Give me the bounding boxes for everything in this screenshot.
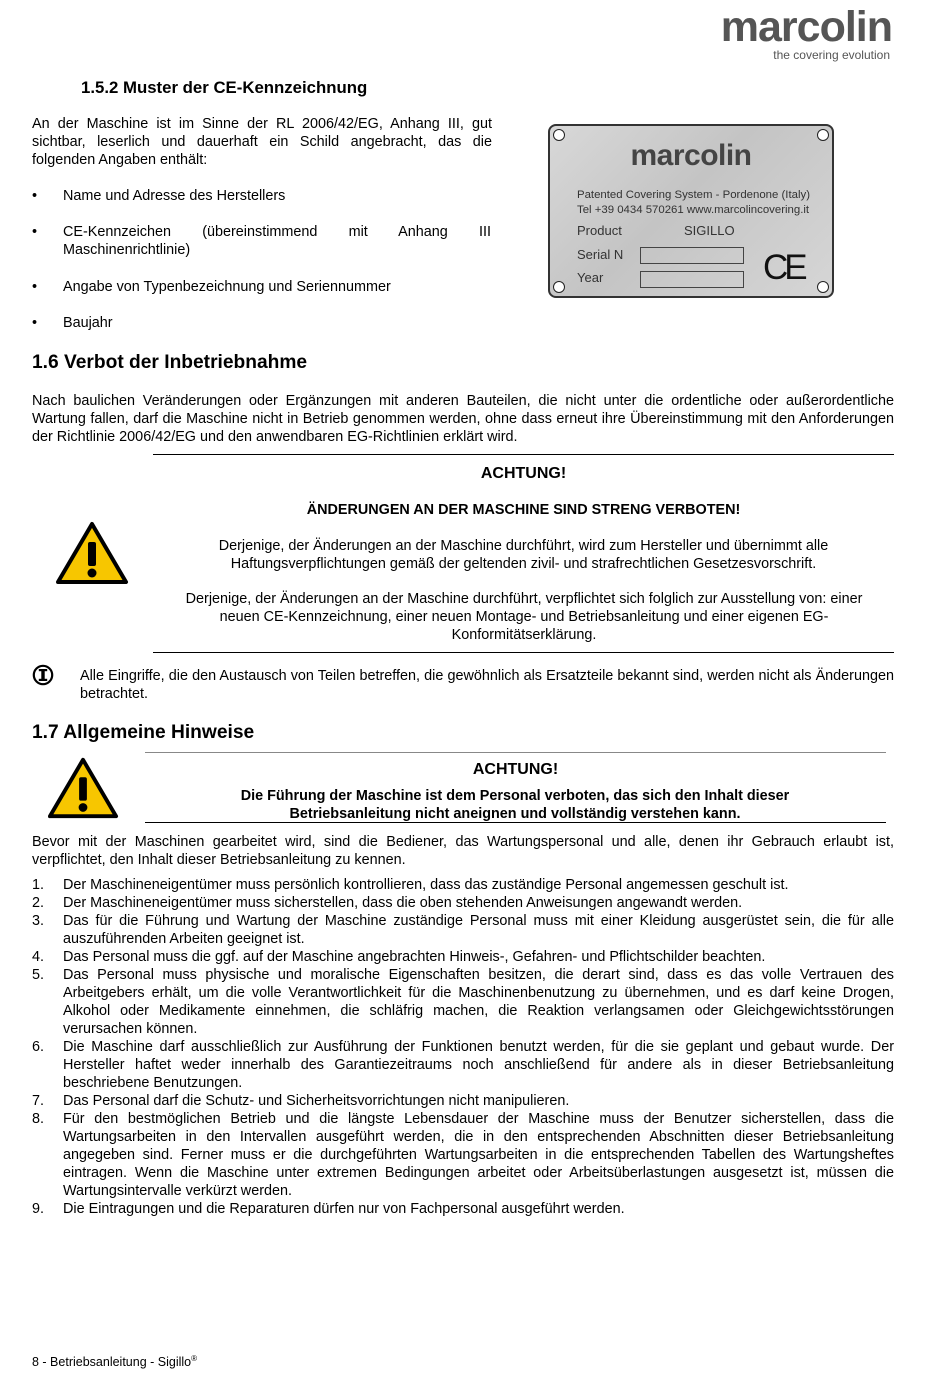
- plate-line-1: Patented Covering System - Pordenone (Italy): [577, 189, 810, 201]
- list-number: 8.: [32, 1111, 45, 1127]
- bullet-icon: •: [32, 315, 38, 331]
- list-number: 5.: [32, 967, 45, 983]
- divider: [153, 454, 894, 455]
- list-item: [32, 876, 894, 894]
- warning-text: Die Führung der Maschine ist dem Personal verboten, das sich den Inhalt dieser Betriebsanleitung nicht aneignen und vollständig verstehen kann.: [240, 788, 790, 822]
- section-152-heading: 1.5.2 Muster der CE-Kennzeichnung: [81, 78, 368, 97]
- bullet-text: CE-Kennzeichen (übereinstimmend mit Anhang III Maschinenrichtlinie): [63, 224, 491, 258]
- warning-triangle-icon: [47, 756, 119, 820]
- footer-superscript: ®: [191, 1354, 198, 1363]
- ce-plate-image: [548, 124, 834, 298]
- list-number: 2.: [32, 895, 45, 911]
- warning-text-1: Derjenige, der Änderungen an der Maschine durchführt, wird zum Hersteller und übernimmt alle Haftungsverpflichtungen gemäß der geltenden zivil- und strafrechtlichen Gesetzesvorschrift.: [218, 538, 829, 572]
- list-text: Das für die Führung und Wartung der Maschine zuständige Personal muss mit einer Kleidung ausgerüstet sein, die für alle auszuführenden Arbeiten geeignet ist.: [63, 913, 894, 947]
- bullet-icon: •: [32, 279, 38, 295]
- list-text: Das Personal darf die Schutz- und Sicherheitsvorrichtungen nicht manipulieren.: [63, 1093, 570, 1109]
- list-item: [32, 1110, 894, 1200]
- list-number: 9.: [32, 1201, 45, 1217]
- section-16-paragraph: Nach baulichen Veränderungen oder Ergänzungen mit anderen Bauteilen, die nicht unter die ordentliche oder außerordentliche Wartung fallen, darf die Maschine nicht in Betrieb genommen werden, ohne dass erneut ihre Übereinstimmung mit den Anforderungen der Richtlinie 2006/42/EG und den anwendbaren EG-Richtlinien erklärt wird.: [32, 393, 894, 445]
- divider: [153, 652, 894, 653]
- section-16-heading: 1.6 Verbot der Inbetriebnahme: [32, 352, 308, 373]
- list-text: Der Maschineneigentümer muss sicherstellen, dass die oben stehenden Anweisungen angewandt werden.: [63, 895, 743, 911]
- logo-tagline: the covering evolution: [773, 48, 890, 62]
- rules-list: [32, 876, 894, 1218]
- list-item: [32, 1038, 894, 1092]
- section-152-intro: An der Maschine ist im Sinne der RL 2006/42/EG, Anhang III, gut sichtbar, leserlich und dauerhaft ein Schild angebracht, das die folgenden Angaben enthält:: [32, 116, 492, 168]
- warning-text-2: Derjenige, der Änderungen an der Maschine durchführt, verpflichtet sich folglich zur Ausstellung von: einer neuen CE-Kennzeichnung, einer neuen Montage- und Betriebsanleitung und einer eigenen EG-Konformitätserklärung.: [185, 591, 863, 643]
- warning-subtitle: ÄNDERUNGEN AN DER MASCHINE SIND STRENG VERBOTEN!: [306, 502, 741, 518]
- screw-hole-icon: [553, 281, 565, 293]
- section-17-intro: Bevor mit der Maschinen gearbeitet wird, sind die Bediener, das Wartungspersonal und alle, denen ihr Gebrauch erlaubt ist, verpflichtet, den Inhalt dieser Betriebsanleitung zu kennen.: [32, 834, 894, 868]
- divider: [145, 822, 886, 823]
- plate-year-label: Year: [577, 270, 604, 285]
- ce-mark-icon: CE: [763, 248, 804, 287]
- list-number: 1.: [32, 877, 45, 893]
- plate-brand: marcolin: [630, 139, 752, 172]
- list-item: [32, 894, 894, 912]
- list-text: Das Personal muss die ggf. auf der Maschine angebrachten Hinweis-, Gefahren- und Pflichtschilder beachten.: [63, 949, 766, 965]
- list-item: [32, 966, 894, 1038]
- list-text: Der Maschineneigentümer muss persönlich kontrollieren, dass das zuständige Personal angemessen geschult ist.: [63, 877, 789, 893]
- list-item: [32, 1200, 894, 1218]
- list-number: 7.: [32, 1093, 45, 1109]
- divider: [145, 752, 886, 753]
- bullet-text: Name und Adresse des Herstellers: [63, 188, 286, 204]
- plate-line-2: Tel +39 0434 570261 www.marcolincovering.it: [577, 204, 810, 216]
- section-17-heading: 1.7 Allgemeine Hinweise: [32, 722, 255, 743]
- warning-title: ACHTUNG!: [472, 761, 559, 778]
- warning-title: ACHTUNG!: [480, 465, 567, 482]
- bullet-text: Angabe von Typenbezeichnung und Seriennummer: [63, 279, 391, 295]
- bullet-icon: •: [32, 224, 38, 240]
- list-number: 4.: [32, 949, 45, 965]
- logo-wordmark: marcolin: [720, 3, 892, 51]
- header-logo: [692, 4, 892, 64]
- footer-text: 8 - Betriebsanleitung - Sigillo: [32, 1355, 192, 1370]
- list-item: [32, 912, 894, 948]
- info-icon: [32, 664, 54, 686]
- plate-serial-label: Serial N: [577, 247, 624, 262]
- list-number: 3.: [32, 913, 45, 929]
- plate-year-box: [640, 271, 744, 288]
- plate-serial-box: [640, 247, 744, 264]
- list-item: [32, 948, 894, 966]
- plate-product-label: Product: [577, 223, 622, 238]
- list-text: Die Maschine darf ausschließlich zur Ausführung der Funktionen benutzt werden, für die sie geplant und gebaut wurde. Der Hersteller haftet weder innerhalb des Garantiezeitraums noch anschließend für andere als in dieser Betriebsanleitung beschriebene Benutzungen.: [63, 1039, 894, 1091]
- warning-triangle-icon: [55, 521, 129, 585]
- info-text: Alle Eingriffe, die den Austausch von Teilen betreffen, die gewöhnlich als Ersatzteile bekannt sind, werden nicht als Änderungen betrachtet.: [80, 668, 894, 702]
- bullet-text: Baujahr: [63, 315, 113, 331]
- bullet-icon: •: [32, 188, 38, 204]
- list-text: Für den bestmöglichen Betrieb und die längste Lebensdauer der Maschine muss der Benutzer sicherstellen, dass die Wartungsarbeiten in den Intervallen ausgeführt werden, die in den entsprechenden Abschnitten dieser Betriebsanleitung angegeben sind. Ferner muss er die durchgeführten Wartungsarbeiten in die entsprechenden Tabellen des Wartungsheftes eintragen. Wenn die Maschine unter extremen Bedingungen arbeitet oder Arbeitsüberlastungen ausgesetzt ist, müssen die Wartungsintervalle verkürzt werden.: [63, 1111, 894, 1199]
- list-text: Das Personal muss physische und moralische Eigenschaften besitzen, die derart sind, dass es das volle Vertrauen des Arbeitgebers erhält, um die volle Verantwortlichkeit für die Maschinenbenutzung zu übernehmen, und es darf keine Drogen, Alkohol oder Medikamente einnehmen, die schläfrig machen, die Reaktion verlangsamen oder Gleichgewichtsstörungen verursachen können.: [63, 967, 894, 1037]
- plate-product-value: SIGILLO: [684, 223, 735, 238]
- list-number: 6.: [32, 1039, 45, 1055]
- screw-hole-icon: [817, 281, 829, 293]
- list-text: Die Eintragungen und die Reparaturen dürfen nur von Fachpersonal ausgeführt werden.: [63, 1201, 625, 1217]
- list-item: [32, 1092, 894, 1110]
- page-footer: [32, 1350, 197, 1371]
